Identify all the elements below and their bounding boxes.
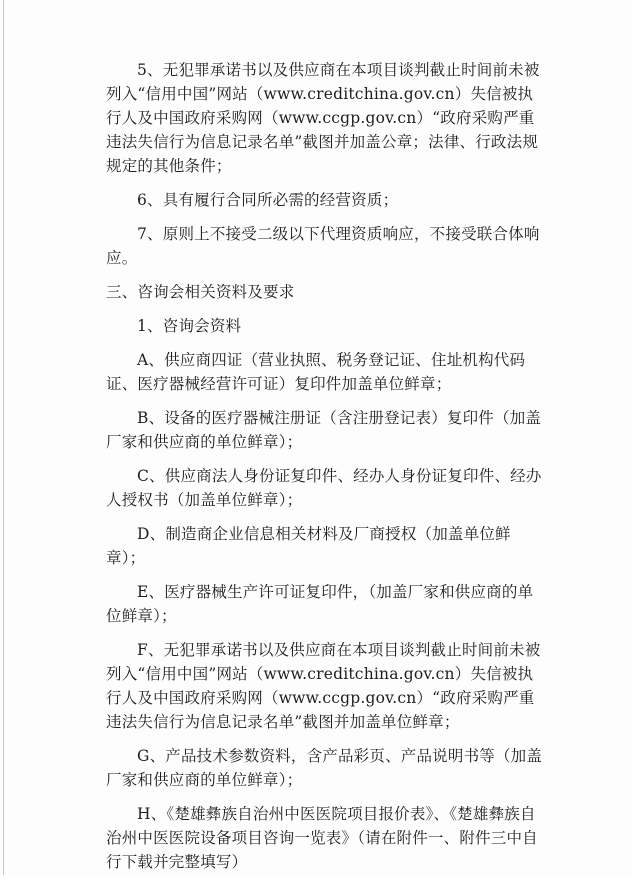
- page-edge-line: [3, 0, 4, 875]
- paragraph-item-7: 7、原则上不接受二级以下代理资质响应，不接受联合体响应。: [106, 225, 540, 267]
- paragraph-item-g: G、产品技术参数资料，含产品彩页、产品说明书等（加盖厂家和供应商的单位鲜章）；: [106, 747, 543, 789]
- subsection-heading-1: 1、咨询会资料: [137, 317, 242, 335]
- paragraph-item-5: 5、无犯罪承诺书以及供应商在本项目谈判截止时间前未被列入“信用中国”网站（www.creditchina.gov.cn）失信被执行人及中国政府采购网（www.ccgp.gov.cn）“政府采购严重违法失信行为信息记录名单”截图并加盖公章；法律、行政法规规定的其他条件；: [106, 61, 540, 175]
- paragraph-item-a: A、供应商四证（营业执照、税务登记证、住址机构代码证、医疗器械经营许可证）复印件加盖单位鲜章；: [106, 351, 526, 393]
- paragraph-item-e: E、医疗器械生产许可证复印件，（加盖厂家和供应商的单位鲜章）；: [106, 583, 534, 625]
- paragraph-item-d: D、制造商企业信息相关材料及厂商授权（加盖单位鲜章）；: [106, 525, 511, 567]
- section-heading-3: 三、咨询会相关资料及要求: [106, 283, 295, 301]
- paragraph-item-h: H、《楚雄彝族自治州中医医院项目报价表》、《楚雄彝族自治州中医医院设备项目咨询一览表》（请在附件一、附件三中自行下载并完整填写）: [106, 805, 538, 871]
- paragraph-item-c: C、供应商法人身份证复印件、经办人身份证复印件、经办人授权书（加盖单位鲜章）；: [106, 467, 542, 509]
- paragraph-item-b: B、设备的医疗器械注册证（含注册登记表）复印件（加盖厂家和供应商的单位鲜章）；: [106, 409, 542, 451]
- paragraph-item-f: F、无犯罪承诺书以及供应商在本项目谈判截止时间前未被列入“信用中国”网站（www.creditchina.gov.cn）失信被执行人及中国政府采购网（www.ccgp.gov.cn）“政府采购严重违法失信行为信息记录名单”截图并加盖单位鲜章；: [106, 641, 541, 731]
- paragraph-item-6: 6、具有履行合同所必需的经营资质；: [137, 191, 399, 209]
- document-body: [106, 58, 546, 884]
